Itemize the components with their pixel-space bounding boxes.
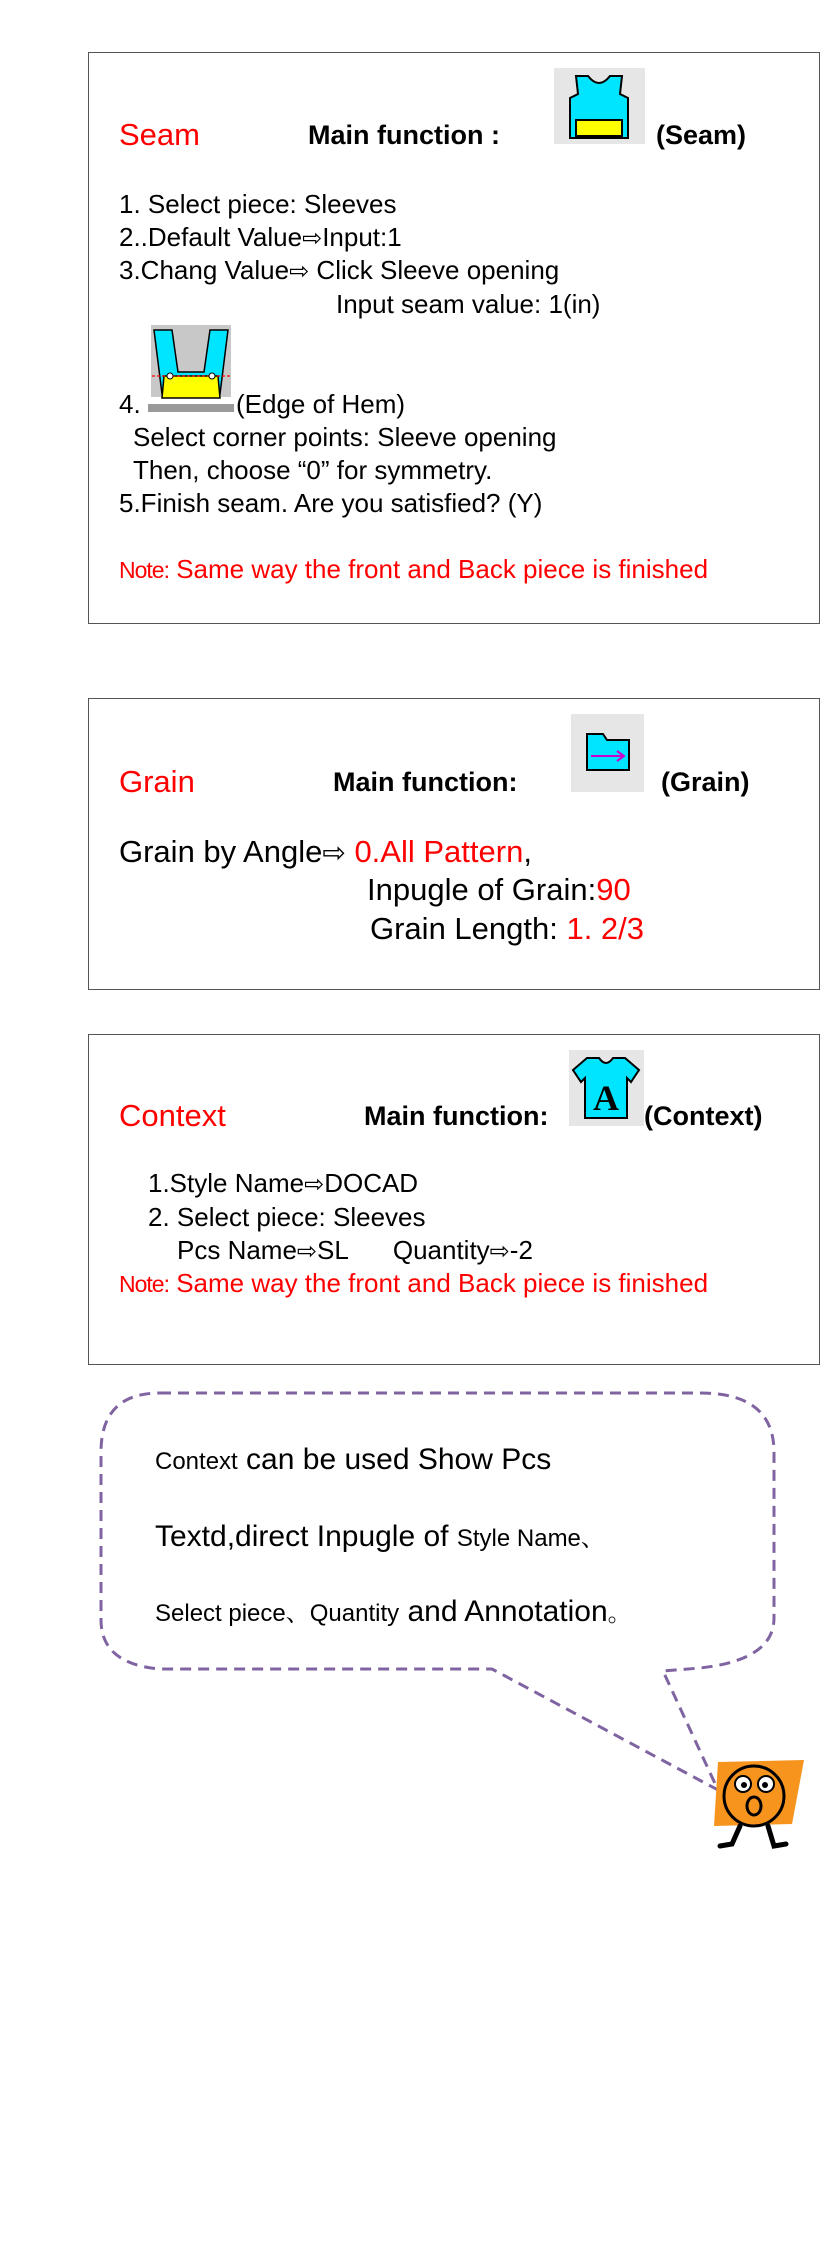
grain-inpugle: Inpugle of Grain:90 <box>367 872 631 907</box>
arrow-icon: ⇨ <box>302 225 323 252</box>
context-step-2: 2. Select piece: Sleeves <box>148 1202 426 1232</box>
seam-step-4-symmetry: Then, choose “0” for symmetry. <box>133 455 493 485</box>
context-icon-caption: (Context) <box>644 1101 763 1131</box>
grain-main-function-label: Main function: <box>333 767 518 797</box>
seam-step-4-caption: (Edge of Hem) <box>236 389 406 419</box>
context-title: Context <box>119 1098 226 1133</box>
cartoon-character-icon <box>706 1752 806 1862</box>
seam-title: Seam <box>119 117 200 152</box>
grain-icon-caption: (Grain) <box>661 767 750 797</box>
arrow-icon: ⇨ <box>489 1238 510 1265</box>
seam-step-3-input: Input seam value: 1(in) <box>336 289 601 319</box>
bubble-line-2: Textd,direct Inpugle of Style Name、 <box>155 1520 605 1553</box>
seam-step-2: 2..Default Value⇨Input:1 <box>119 222 402 252</box>
grain-title: Grain <box>119 764 195 799</box>
arrow-icon: ⇨ <box>296 1238 318 1265</box>
bubble-line-1: Context can be used Show Pcs <box>155 1443 552 1476</box>
arrow-icon: ⇨ <box>289 258 310 285</box>
seam-step-4-instruction: Select corner points: Sleeve opening <box>133 422 557 452</box>
seam-step-1: 1. Select piece: Sleeves <box>119 189 397 219</box>
seam-icon-caption: (Seam) <box>656 120 747 150</box>
arrow-icon: ⇨ <box>322 837 346 868</box>
context-step-1: 1.Style Name⇨DOCAD <box>148 1168 419 1198</box>
context-main-function-label: Main function: <box>364 1101 549 1131</box>
svg-text:A: A <box>593 1078 619 1118</box>
bubble-line-3: Select piece、Quantity and Annotation。 <box>155 1595 632 1628</box>
seam-note: Note: Same way the front and Back piece is finished <box>119 554 709 584</box>
context-step-2-details: Pcs Name⇨SL Quantity⇨-2 <box>177 1235 533 1265</box>
grain-by-angle: Grain by Angle⇨ 0.All Pattern, <box>119 834 532 869</box>
seam-main-function-label: Main function : <box>308 120 500 150</box>
context-note: Note: Same way the front and Back piece is finished <box>119 1268 709 1298</box>
seam-step-5: 5.Finish seam. Are you satisfied? (Y) <box>119 488 543 518</box>
grain-length: Grain Length: 1. 2/3 <box>370 911 645 946</box>
seam-step-4-number: 4. <box>119 389 141 419</box>
arrow-icon: ⇨ <box>304 1171 325 1198</box>
seam-step-3: 3.Chang Value⇨ Click Sleeve opening <box>119 255 560 285</box>
